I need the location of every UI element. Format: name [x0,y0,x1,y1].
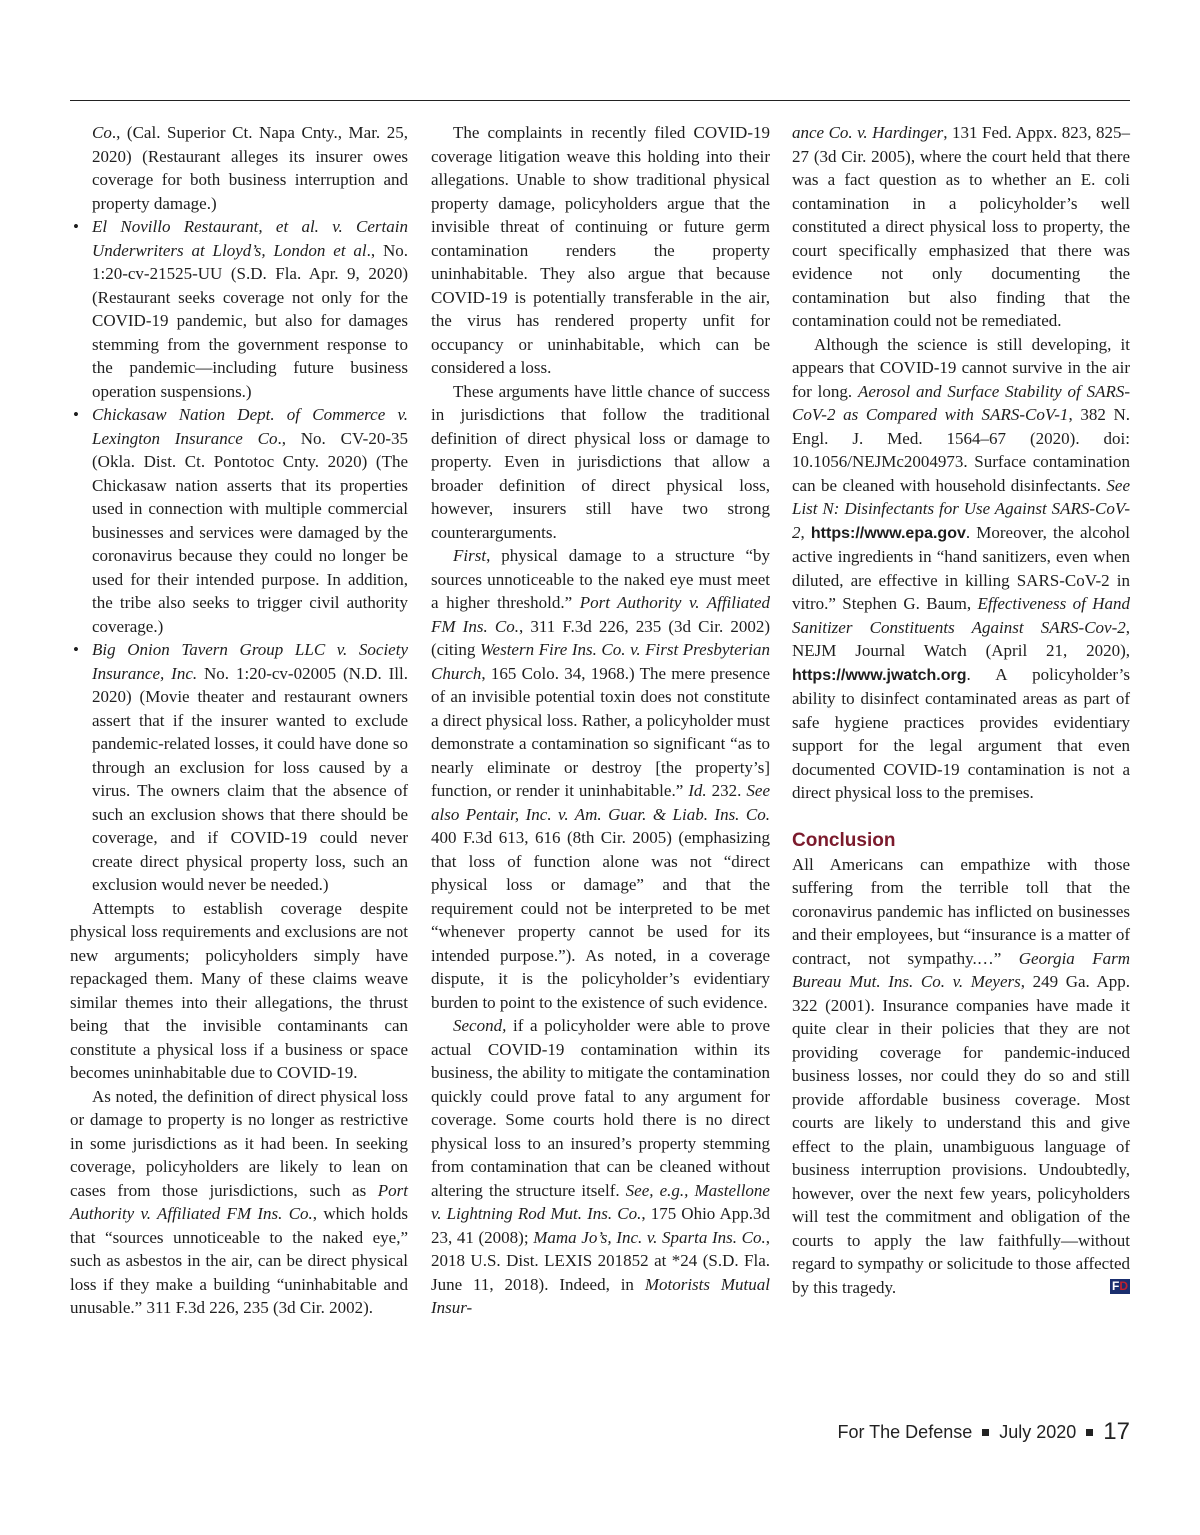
column-1 [70,121,408,1320]
epa-link[interactable]: https://www.epa.gov [810,524,966,542]
column-2 [431,121,770,1320]
list-item: • Chickasaw Nation Dept. of Commerce v. Lexington Insurance Co., No. CV-20-35 (Okla. Dist. Ct. Pontotoc Cnty. 2020) (The Chickasaw nation asserts that its properties used in connection with multiple commercial businesses and services were damaged by the coronavirus because they could no longer be used for their intended purpose. In addition, the tribe also seeks to trigger civil authority coverage.) [73,405,408,636]
conclusion-heading: Conclusion [792,829,896,851]
list-item: • El Novillo Restaurant, et al. v. Certain Underwriters at Lloyd’s, London et al., No. 1:20-cv-21525-UU (S.D. Fla. Apr. 9, 2020) (Restaurant seeks coverage not only for the COVID-19 pandemic, but also for damages stemming from the government response to the pandemic—including future business operation suspensions.) [73,217,409,401]
bullet-icon: • [73,405,79,424]
list-item: • Big Onion Tavern Group LLC v. Society Insurance, Inc. No. 1:20-cv-02005 (N.D. Ill. 2020) (Movie theater and restaurant owners assert that if the insurer wanted to exclude pandemic-related losses, it could have done so through an exclusion for loss caused by a virus. The owners claim that the absence of such an exclusion shows that there should be coverage, and if COVID-19 could never create direct physical property loss, such an exclusion would never be needed.) [73,640,408,894]
bullet-icon: • [73,217,79,236]
end-mark-icon: FD [1111,1278,1128,1293]
separator-icon [982,1429,989,1436]
paragraph: ance Co. v. Hardinger, 131 Fed. Appx. 823, 825–27 (3d Cir. 2005), where the court held that there was a fact question as to whether an E. coli contamination in a policyholder’s well constituted a direct physical loss to property, the court specifically emphasized that there was evidence not only documenting the contamination but also finding that the contamination could not be remediated. [792,123,1131,330]
header-rule [70,100,1130,101]
paragraph: All Americans can empathize with those suffering from the terrible toll that the coronavirus pandemic has inflicted on businesses and their employees, but “insurance is a matter of contract, not sympathy.…” Georgia Farm Bureau Mut. Ins. Co. v. Meyers, 249 Ga. App. 322 (2001). Insurance companies have made it quite clear in their policies that they are not providing coverage for pandemic-induced business losses, nor could they do so and still provide affordable business coverage. Most courts are likely to understand this and give effect to the plain, unambiguous language of business interruption provisions. Undoubtedly, however, over the next few years, policyholders will test the commitment and obligation of the courts to apply the law faithfully—without regard to sympathy or solicitude to those affected by this tragedy. FD [792,854,1131,1297]
publication-name: For The Defense [837,1421,973,1442]
page-number: 17 [1103,1418,1130,1445]
paragraph: Second, if a policyholder were able to prove actual COVID-19 contamination within its business, the ability to mitigate the contamination quickly could prove fatal to any argument for coverage. Some courts hold there is no direct physical loss to an insured’s property stemming from contamination that can be cleaned without altering the structure itself. See, e.g., Mastellone v. Lightning Rod Mut. Ins. Co., 175 Ohio App.3d 23, 41 (2008); Mama Jo’s, Inc. v. Sparta Ins. Co., 2018 U.S. Dist. LEXIS 201852 at *24 (S.D. Fla. June 11, 2018). Indeed, in Motorists Mutual Insur- [431,1016,771,1317]
paragraph: Attempts to establish coverage despite physical loss requirements and exclusions are not new arguments; policyholders simply have repackaged them. Many of these claims weave similar themes into their allegations, the thrust being that the invisible contaminants can constitute a physical loss if a business or space becomes uninhabitable due to COVID-19. [70,898,408,1082]
list-item: Co., (Cal. Superior Ct. Napa Cnty., Mar. 25, 2020) (Restaurant alleges its insurer owes coverage for both business interruption and property damage.) [92,123,408,213]
issue-date: July 2020 [999,1421,1077,1442]
case-list [70,121,408,897]
page-footer [837,1418,1130,1446]
paragraph: As noted, the definition of direct physical loss or damage to property is no longer as restrictive in some jurisdictions as it had been. In seeking coverage, policyholders are likely to lean on cases from those jurisdictions, such as Port Authority v. Affiliated FM Ins. Co., which holds that “sources unnoticeable to the naked eye,” such as asbestos in the air, can be direct physical loss if they make a building “uninhabitable and unusable.” 311 F.3d 226, 235 (3d Cir. 2002). [70,1086,408,1317]
jwatch-link[interactable]: https://www.jwatch.org [792,666,967,684]
separator-icon [1086,1429,1093,1436]
paragraph: First, physical damage to a structure “by sources unnoticeable to the naked eye must meet a higher threshold.” Port Authority v. Affiliated FM Ins. Co., 311 F.3d 226, 235 (3d Cir. 2002) (citing Western Fire Ins. Co. v. First Presbyterian Church, 165 Colo. 34, 1968.) The mere presence of an invisible potential toxin does not constitute a direct physical loss. Rather, a policyholder must demonstrate a contamination so significant “as to nearly eliminate or destroy [the property’s] function, or render it uninhabitable.” Id. 232. See also Pentair, Inc. v. Am. Guar. & Liab. Ins. Co. 400 F.3d 613, 616 (8th Cir. 2005) (emphasizing that loss of function alone was not “direct physical loss or damage” and that the requirement could not be interpreted to be met “whenever property cannot be used for its intended purpose.”). As noted, in a coverage dispute, it is the policyholder’s evidentiary burden to point to the existence of such evidence. [431,546,771,1012]
bullet-icon: • [73,640,79,659]
column-3 [792,121,1130,1299]
paragraph: These arguments have little chance of success in jurisdictions that follow the traditional definition of direct physical loss or damage to property. Even in jurisdictions that allow a broader definition of direct physical loss, however, insurers still have two strong counterarguments. [431,381,770,542]
paragraph: Although the science is still developing, it appears that COVID-19 cannot survive in the air for long. Aerosol and Surface Stability of SARS-CoV-2 as Compared with SARS-CoV-1, 382 N. Engl. J. Med. 1564–67 (2020). doi: 10.1056/NEJMc2004973. Surface contamination can be cleaned with household disinfectants. See List N: Disinfectants for Use Against SARS-CoV-2, https://www.epa.gov. Moreover, the alcohol active ingredients in “hand sanitizers, even when diluted, are effective in killing SARS-CoV-2 in vitro.” Stephen G. Baum, Effectiveness of Hand Sanitizer Constituents Against SARS-Cov-2, NEJM Journal Watch (April 21, 2020), https://www.jwatch.org. A policyholder’s ability to disinfect contaminated areas as part of safe hygiene practices provides evidentiary support for the legal argument that even documented COVID-19 contamination is not a direct physical loss to the premises. [792,334,1131,802]
paragraph: The complaints in recently filed COVID-19 coverage litigation weave this holding into their allegations. Unable to show traditional physical property damage, policyholders argue that the invisible threat of continuing or future germ contamination renders the property uninhabitable. They also argue that because COVID-19 is potentially transferable in the air, the virus has rendered property unfit for occupancy or uninhabitable, which can be considered a loss. [431,123,770,377]
